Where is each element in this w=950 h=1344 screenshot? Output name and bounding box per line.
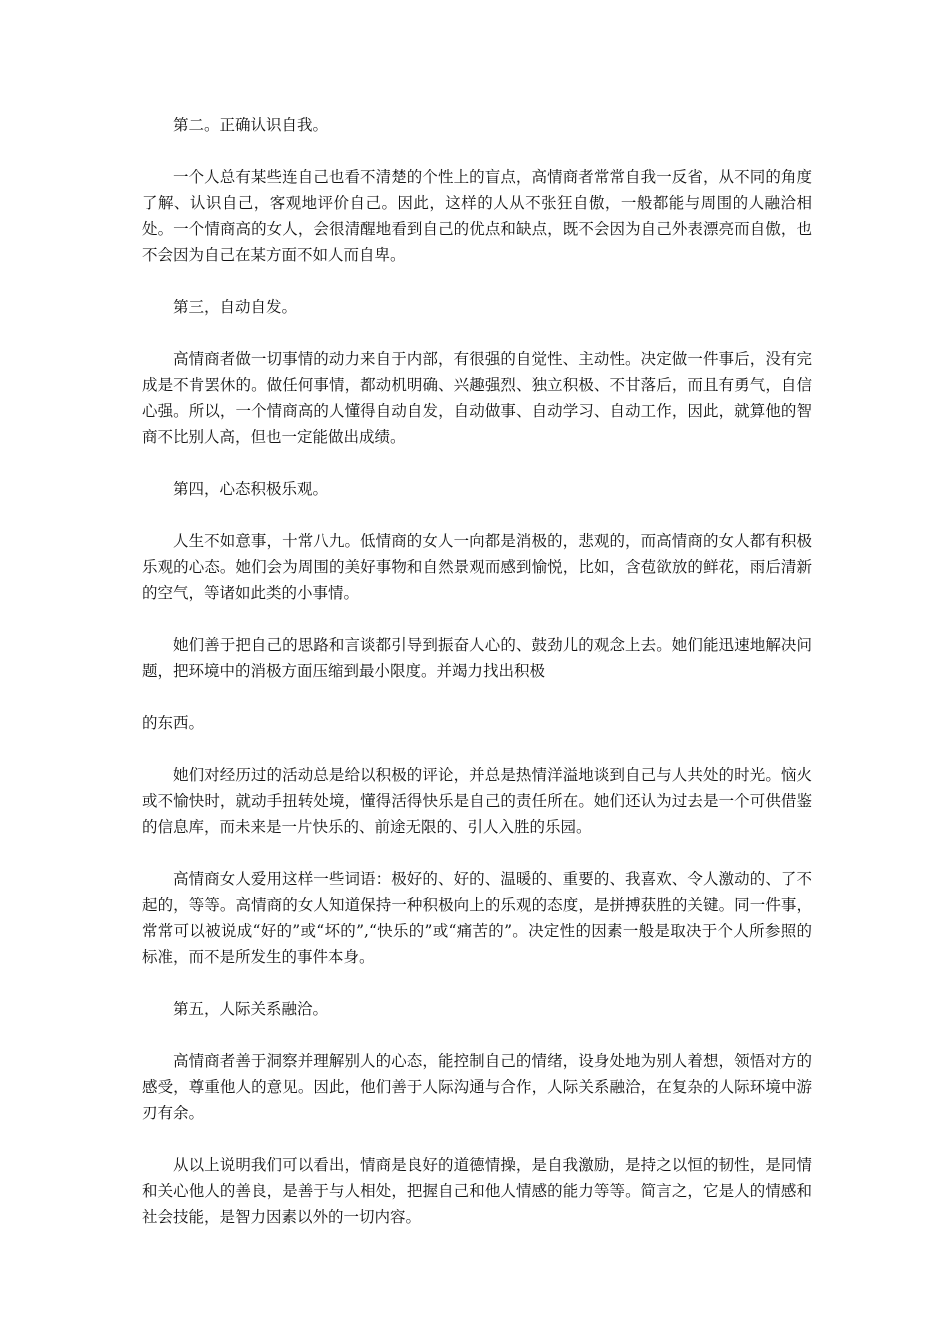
section-heading: 第二。正确认识自我。	[173, 116, 329, 134]
paragraph: 从以上说明我们可以看出，情商是良好的道德情操，是自我激励，是持之以恒的韧性，是同情和关心他人的善良，是善于与人相处，把握自己和他人情感的能力等等。简言之，它是人的情感和社会技能，是智力因素以外的一切内容。	[142, 1156, 812, 1226]
paragraph: 她们善于把自己的思路和言谈都引导到振奋人心的、鼓劲儿的观念上去。她们能迅速地解决问题，把环境中的消极方面压缩到最小限度。并竭力找出积极	[142, 636, 812, 680]
paragraph: 高情商者做一切事情的动力来自于内部，有很强的自觉性、主动性。决定做一件事后，没有完成是不肯罢休的。做任何事情，都动机明确、兴趣强烈、独立积极、不甘落后，而且有勇气，自信心强。所以，一个情商高的人懂得自动自发，自动做事、自动学习、自动工作，因此，就算他的智商不比别人高，但也一定能做出成绩。	[142, 350, 812, 446]
paragraph: 高情商女人爱用这样一些词语：极好的、好的、温暖的、重要的、我喜欢、令人激动的、了不起的，等等。高情商的女人知道保持一种积极向上的乐观的态度，是拼搏获胜的关键。同一件事，常常可以被说成“好的”或“坏的”,“快乐的”或“痛苦的”。决定性的因素一般是取决于个人所参照的标准，而不是所发生的事件本身。	[142, 870, 812, 966]
document-page	[142, 112, 812, 1256]
paragraph: 人生不如意事，十常八九。低情商的女人一向都是消极的，悲观的，而高情商的女人都有积极乐观的心态。她们会为周围的美好事物和自然景观而感到愉悦，比如，含苞欲放的鲜花，雨后清新的空气，等诸如此类的小事情。	[142, 532, 812, 602]
section-heading: 第五，人际关系融洽。	[173, 1000, 329, 1018]
paragraph: 高情商者善于洞察并理解别人的心态，能控制自己的情绪，设身处地为别人着想，领悟对方的感受，尊重他人的意见。因此，他们善于人际沟通与合作，人际关系融洽，在复杂的人际环境中游刃有余。	[142, 1052, 812, 1122]
section-heading: 第三，自动自发。	[173, 298, 298, 316]
paragraph: 她们对经历过的活动总是给以积极的评论，并总是热情洋溢地谈到自己与人共处的时光。恼火或不愉快时，就动手扭转处境，懂得活得快乐是自己的责任所在。她们还认为过去是一个可供借鉴的信息库，而未来是一片快乐的、前途无限的、引人入胜的乐园。	[142, 766, 812, 836]
section-heading: 第四，心态积极乐观。	[173, 480, 329, 498]
paragraph-continuation: 的东西。	[142, 714, 205, 732]
paragraph: 一个人总有某些连自己也看不清楚的个性上的盲点，高情商者常常自我一反省，从不同的角度了解、认识自己，客观地评价自己。因此，这样的人从不张狂自傲，一般都能与周围的人融洽相处。一个情商高的女人，会很清醒地看到自己的优点和缺点，既不会因为自己外表漂亮而自傲，也不会因为自己在某方面不如人而自卑。	[142, 168, 812, 264]
